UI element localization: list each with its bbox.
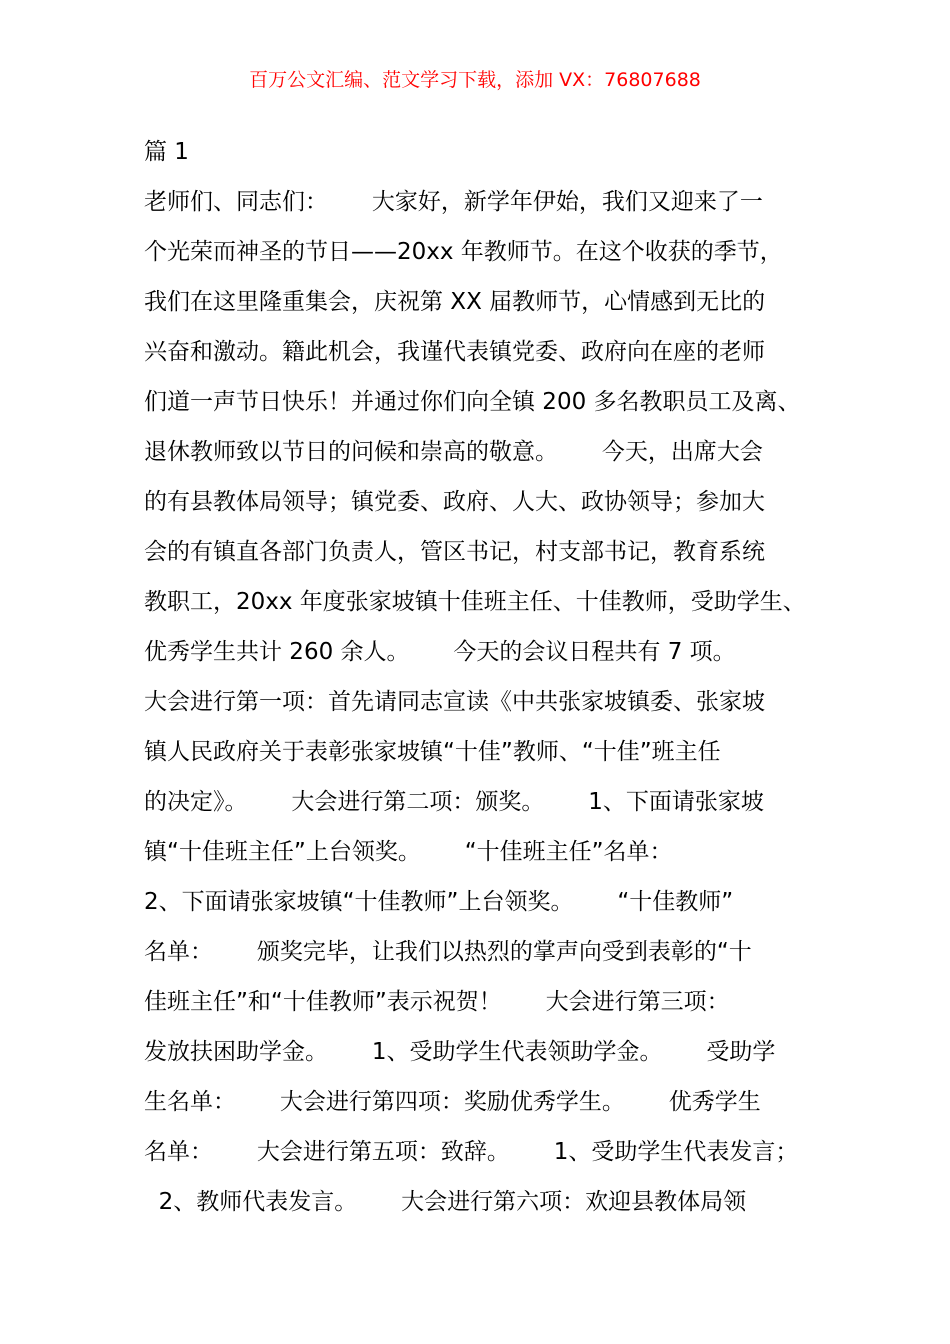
document-body: [144, 132, 834, 1232]
body-line: 的决定》。 大会进行第二项：颁奖。 1、下面请张家坡: [144, 789, 764, 815]
promo-header: 百万公文汇编、范文学习下载，添加 VX：76807688: [249, 69, 701, 91]
body-line: 大会进行第一项：首先请同志宣读《中共张家坡镇委、张家坡: [144, 689, 765, 715]
body-line: 发放扶困助学金。 1、受助学生代表领助学金。 受助学: [144, 1039, 776, 1065]
body-line: 我们在这里隆重集会，庆祝第 XX 届教师节，心情感到无比的: [144, 289, 766, 315]
body-line: 2、教师代表发言。 大会进行第六项：欢迎县教体局领: [144, 1189, 747, 1215]
body-line: 名单： 颁奖完毕，让我们以热烈的掌声向受到表彰的“十: [144, 939, 752, 965]
body-line: 会的有镇直各部门负责人，管区书记，村支部书记，教育系统: [144, 539, 765, 565]
body-line: 佳班主任”和“十佳教师”表示祝贺！ 大会进行第三项：: [144, 989, 730, 1015]
body-line: 兴奋和激动。籍此机会，我谨代表镇党委、政府向在座的老师: [144, 339, 765, 365]
body-line: 们道一声节日快乐！并通过你们向全镇 200 多名教职员工及离、: [144, 389, 801, 415]
body-line: 名单： 大会进行第五项：致辞。 1、受助学生代表发言；: [144, 1139, 799, 1165]
body-line: 镇人民政府关于表彰张家坡镇“十佳”教师、“十佳”班主任: [144, 739, 721, 765]
body-line: 镇“十佳班主任”上台领奖。 “十佳班主任”名单：: [144, 839, 673, 865]
body-line: 2、下面请张家坡镇“十佳教师”上台领奖。 “十佳教师”: [144, 889, 734, 915]
body-line: 老师们、同志们： 大家好，新学年伊始，我们又迎来了一: [144, 189, 763, 215]
section-label: 篇 1: [144, 139, 189, 165]
body-line: 退休教师致以节日的问候和崇高的敬意。 今天，出席大会: [144, 439, 763, 465]
body-line: 优秀学生共计 260 余人。 今天的会议日程共有 7 项。: [144, 639, 736, 665]
body-line: 个光荣而神圣的节日——20xx 年教师节。在这个收获的季节，: [144, 239, 783, 265]
body-line: 的有县教体局领导；镇党委、政府、人大、政协领导；参加大: [144, 489, 765, 515]
body-line: 教职工，20xx 年度张家坡镇十佳班主任、十佳教师，受助学生、: [144, 589, 806, 615]
body-line: 生名单： 大会进行第四项：奖励优秀学生。 优秀学生: [144, 1089, 761, 1115]
